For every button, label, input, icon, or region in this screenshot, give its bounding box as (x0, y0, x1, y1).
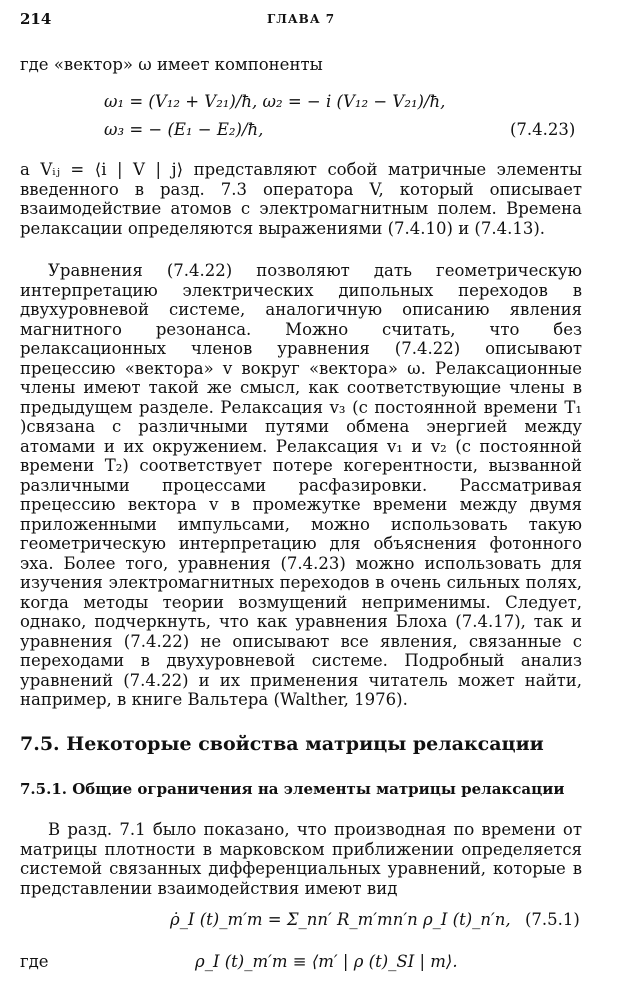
paragraph-section-intro: В разд. 7.1 было показано, что производная по времени от матрицы плотности в марковском приближении определяется системой связанных дифференциальных уравнений, которые в представлении взаимодействия имеют вид (20, 820, 582, 898)
subsection-heading: 7.5.1. Общие ограничения на элементы матрицы релаксации (20, 780, 565, 798)
page-header (20, 10, 607, 30)
equation-7-4-23-line2: ω₃ = − (E₁ − E₂)/ħ, (104, 120, 264, 139)
page-number: 214 (20, 10, 52, 28)
equation-7-5-1: ρ̇_I (t)_m′m = Σ_nn′ R_m′mn′n ρ_I (t)_n′n, (170, 910, 511, 929)
intro-line: где «вектор» ω имеет компоненты (20, 55, 323, 74)
paragraph-geometric-interpretation: Уравнения (7.4.22) позволяют дать геометрическую интерпретацию электрических дипольных переходов в двухуровневой системе, аналогичную описанию явления магнитного резонанса. Можно считать, что без релаксационных членов уравнения (7.4.22) описывают прецессию «вектора» v вокруг «вектора» ω. Релаксационные члены имеют такой же смысл, как соответствующие члены в предыдущем разделе. Релаксация v₃ (с постоянной времени T₁ )связана с различными путями обмена энергией между атомами и их окружением. Релаксация v₁ и v₂ (с постоянной времени T₂) соответствует потере когерентности, вызванной различными процессами расфазировки. Рассматривая прецессию вектора v в промежутке времени между двумя приложенными импульсами, можно использовать такую геометрическую интерпретацию для объяснения фотонного эха. Более того, уравнения (7.4.23) можно использовать для изучения электромагнитных переходов в очень сильных полях, когда методы теории возмущений неприменимы. Следует, однако, подчеркнуть, что как уравнения Блоха (7.4.17), так и уравнения (7.4.22) не описывают все явления, связанные с переходами в двухуровневой системе. Подробный анализ уравнений (7.4.22) и их применения читатель может найти, например, в книге Вальтера (Walther, 1976). (20, 261, 582, 709)
section-heading: 7.5. Некоторые свойства матрицы релаксации (20, 733, 544, 755)
equation-7-5-1-label: (7.5.1) (525, 910, 580, 929)
equation-7-4-23-line1: ω₁ = (V₁₂ + V₂₁)/ħ, ω₂ = − i (V₁₂ − V₂₁)/ħ, (104, 92, 446, 111)
where-word: где (20, 952, 49, 971)
chapter-title: ГЛАВА 7 (267, 12, 336, 26)
equation-7-4-23-label: (7.4.23) (510, 120, 576, 139)
paragraph-matrix-elements: а Vᵢⱼ = ⟨i | V | j⟩ представляют собой матричные элементы введенного в разд. 7.3 оператора V, который описывает взаимодействие атомов с электромагнитным полем. Времена релаксации определяются выражениями (7.4.10) и (7.4.13). (20, 160, 582, 238)
equation-where: ρ_I (t)_m′m ≡ ⟨m′ | ρ (t)_SI | m⟩. (195, 952, 458, 971)
